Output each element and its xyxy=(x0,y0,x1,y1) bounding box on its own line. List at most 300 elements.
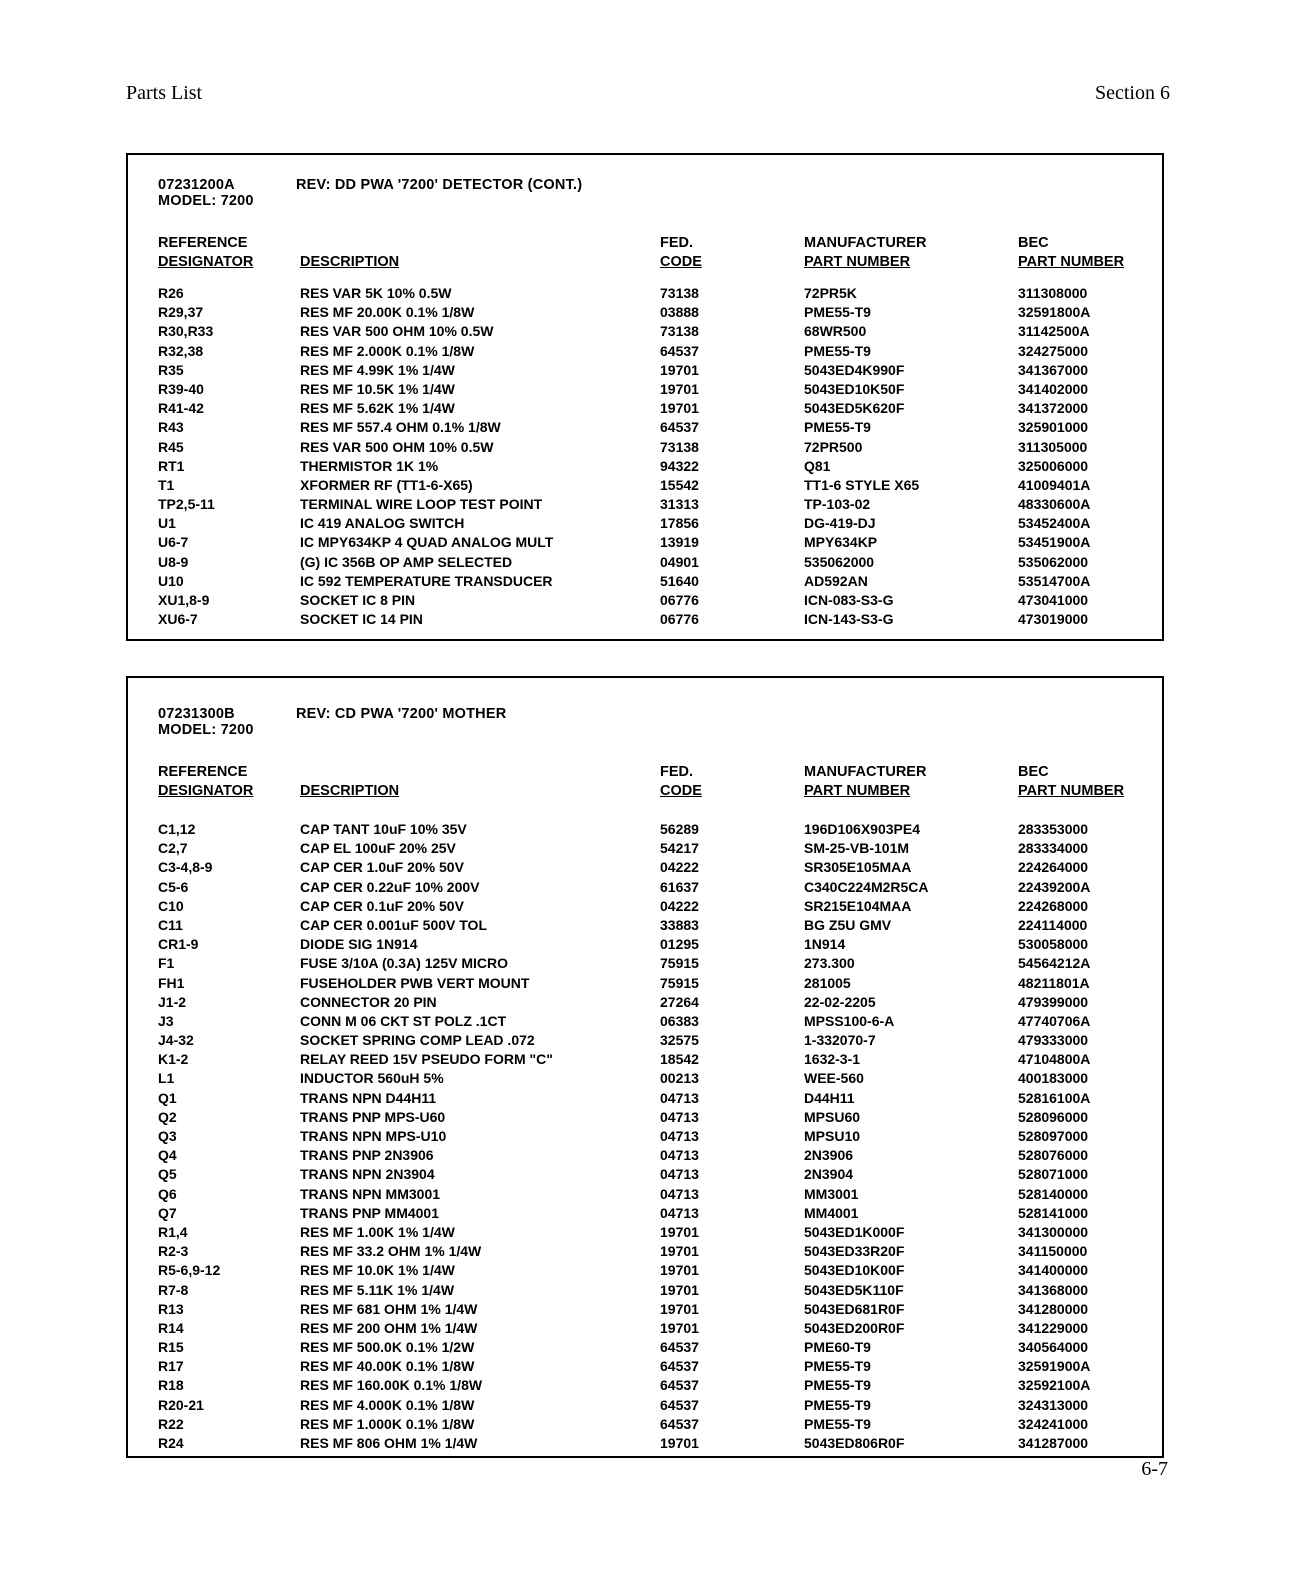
manufacturer-part-number: 273.300 xyxy=(804,955,855,972)
table-row xyxy=(158,304,1152,323)
table-row xyxy=(158,917,1152,936)
column-header-reference: REFERENCE DESIGNATOR xyxy=(158,764,254,799)
reference-designator: RT1 xyxy=(158,457,185,474)
manufacturer-part-number: SR215E104MAA xyxy=(804,897,912,914)
manufacturer-part-number: ICN-143-S3-G xyxy=(804,611,894,628)
fed-code: 04901 xyxy=(660,553,699,570)
table-row xyxy=(158,592,1152,611)
manufacturer-part-number: Q81 xyxy=(804,457,831,474)
manufacturer-part-number: MPSU10 xyxy=(804,1128,861,1144)
part-description: CAP CER 1.0uF 20% 50V xyxy=(300,859,464,876)
manufacturer-part-number: PME55-T9 xyxy=(804,1377,871,1394)
reference-designator: R24 xyxy=(158,1435,184,1451)
reference-designator: C2,7 xyxy=(158,840,188,857)
table-row xyxy=(158,1166,1152,1185)
bec-part-number: 283334000 xyxy=(1018,840,1089,857)
bec-part-number: 341287000 xyxy=(1018,1435,1089,1451)
fed-code: 06776 xyxy=(660,611,699,628)
table-row xyxy=(158,477,1152,496)
table-row xyxy=(158,439,1152,458)
table-row xyxy=(158,840,1152,859)
manufacturer-part-number: 5043ED10K50F xyxy=(804,380,905,397)
fed-code: 64537 xyxy=(660,1377,699,1394)
part-description: RES MF 681 OHM 1% 1/4W xyxy=(300,1300,478,1317)
fed-code: 04713 xyxy=(660,1147,699,1164)
bec-part-number: 32591900A xyxy=(1018,1358,1091,1375)
bec-part-number: 324275000 xyxy=(1018,342,1089,359)
reference-designator: Q7 xyxy=(158,1204,177,1221)
reference-designator: R14 xyxy=(158,1319,184,1336)
manufacturer-part-number: 2N3904 xyxy=(804,1166,854,1183)
bec-part-number: 48330600A xyxy=(1018,496,1091,513)
part-description: THERMISTOR 1K 1% xyxy=(300,457,439,474)
bec-part-number: 325006000 xyxy=(1018,457,1089,474)
fed-code: 19701 xyxy=(660,1243,699,1260)
parts-rows xyxy=(158,821,1152,1454)
part-description: CAP CER 0.001uF 500V TOL xyxy=(300,916,487,933)
bec-part-number: 53514700A xyxy=(1018,572,1091,589)
part-description: RES VAR 5K 10% 0.5W xyxy=(300,285,452,301)
manufacturer-part-number: 5043ED1K000F xyxy=(804,1223,905,1240)
part-description: TRANS NPN MPS-U10 xyxy=(300,1128,447,1144)
reference-designator: Q1 xyxy=(158,1089,177,1106)
manufacturer-part-number: MPSS100-6-A xyxy=(804,1012,895,1029)
table-row xyxy=(158,554,1152,573)
table-row xyxy=(158,1301,1152,1320)
bec-part-number: 52816100A xyxy=(1018,1089,1091,1106)
part-description: RES MF 5.11K 1% 1/4W xyxy=(300,1281,455,1298)
manufacturer-part-number: PME55-T9 xyxy=(804,419,871,436)
part-description: CAP TANT 10uF 10% 35V xyxy=(300,821,467,837)
table-row xyxy=(158,1282,1152,1301)
table-row xyxy=(158,343,1152,362)
manufacturer-part-number: 5043ED33R20F xyxy=(804,1243,905,1260)
table-row xyxy=(158,285,1152,304)
table-row xyxy=(158,1147,1152,1166)
part-description: RES MF 20.00K 0.1% 1/8W xyxy=(300,304,475,321)
reference-designator: K1-2 xyxy=(158,1051,189,1068)
bec-part-number: 530058000 xyxy=(1018,936,1089,953)
manufacturer-part-number: PME55-T9 xyxy=(804,342,871,359)
reference-designator: R32,38 xyxy=(158,342,204,359)
bec-part-number: 54564212A xyxy=(1018,955,1091,972)
part-description: INDUCTOR 560uH 5% xyxy=(300,1070,444,1087)
part-description: RES MF 200 OHM 1% 1/4W xyxy=(300,1319,478,1336)
manufacturer-part-number: TT1-6 STYLE X65 xyxy=(804,476,920,493)
fed-code: 64537 xyxy=(660,342,699,359)
page-header-title: Parts List xyxy=(126,82,203,104)
bec-part-number: 47104800A xyxy=(1018,1051,1091,1068)
bec-part-number: 528097000 xyxy=(1018,1128,1089,1144)
manufacturer-part-number: 5043ED5K620F xyxy=(804,400,905,417)
fed-code: 06776 xyxy=(660,592,699,608)
table-row xyxy=(158,1358,1152,1377)
manufacturer-part-number: 5043ED5K110F xyxy=(804,1281,904,1298)
bec-part-number: 479399000 xyxy=(1018,993,1089,1010)
reference-designator: FH1 xyxy=(158,974,185,991)
table-row xyxy=(158,323,1152,342)
reference-designator: R7-8 xyxy=(158,1281,189,1298)
fed-code: 06383 xyxy=(660,1012,699,1029)
column-header-bec: BEC PART NUMBER xyxy=(1018,764,1125,799)
fed-code: 19701 xyxy=(660,1435,699,1451)
reference-designator: Q5 xyxy=(158,1166,177,1183)
reference-designator: C5-6 xyxy=(158,878,189,895)
fed-code: 61637 xyxy=(660,878,699,895)
table-row xyxy=(158,496,1152,515)
fed-code: 18542 xyxy=(660,1051,699,1068)
revision-line: REV: DD PWA '7200' DETECTOR (CONT.) xyxy=(296,177,583,193)
column-header-description: DESCRIPTION xyxy=(300,254,400,270)
part-description: DIODE SIG 1N914 xyxy=(300,936,418,953)
column-header-manufacturer: MANUFACTURER PART NUMBER xyxy=(804,235,927,270)
table-row xyxy=(158,573,1152,592)
model-line: MODEL: 7200 xyxy=(158,722,254,738)
table-row xyxy=(158,1090,1152,1109)
part-description: TRANS NPN D44H11 xyxy=(300,1089,437,1106)
revision-line: REV: CD PWA '7200' MOTHER xyxy=(296,706,507,722)
part-description: XFORMER RF (TT1-6-X65) xyxy=(300,476,473,493)
part-description: CONNECTOR 20 PIN xyxy=(300,993,437,1010)
fed-code: 04222 xyxy=(660,859,699,876)
manufacturer-part-number: 22-02-2205 xyxy=(804,993,876,1010)
column-header-fed-code: FED. CODE xyxy=(660,764,702,799)
table-row xyxy=(158,1070,1152,1089)
table-row xyxy=(158,1262,1152,1281)
bec-part-number: 48211801A xyxy=(1018,974,1090,991)
reference-designator: R18 xyxy=(158,1377,184,1394)
manufacturer-part-number: 196D106X903PE4 xyxy=(804,821,920,837)
reference-designator: U10 xyxy=(158,572,184,589)
part-description: RES MF 557.4 OHM 0.1% 1/8W xyxy=(300,419,501,436)
fed-code: 01295 xyxy=(660,936,699,953)
bec-part-number: 22439200A xyxy=(1018,878,1091,895)
bec-part-number: 479333000 xyxy=(1018,1032,1089,1049)
manufacturer-part-number: 5043ED10K00F xyxy=(804,1262,905,1279)
table-row xyxy=(158,879,1152,898)
manufacturer-part-number: TP-103-02 xyxy=(804,496,871,513)
table-row xyxy=(158,1243,1152,1262)
bec-part-number: 473019000 xyxy=(1018,611,1089,628)
reference-designator: R17 xyxy=(158,1358,184,1375)
manufacturer-part-number: 1N914 xyxy=(804,936,846,953)
reference-designator: Q2 xyxy=(158,1108,177,1125)
manufacturer-part-number: PME55-T9 xyxy=(804,304,871,321)
reference-designator: C3-4,8-9 xyxy=(158,859,213,876)
fed-code: 04713 xyxy=(660,1089,699,1106)
bec-part-number: 341300000 xyxy=(1018,1223,1089,1240)
reference-designator: R20-21 xyxy=(158,1396,204,1413)
reference-designator: T1 xyxy=(158,476,175,493)
part-description: SOCKET IC 8 PIN xyxy=(300,592,416,608)
parts-rows xyxy=(158,285,1152,630)
reference-designator: R1,4 xyxy=(158,1223,188,1240)
part-description: RES MF 806 OHM 1% 1/4W xyxy=(300,1435,478,1451)
fed-code: 04713 xyxy=(660,1204,699,1221)
reference-designator: C1,12 xyxy=(158,821,196,837)
bec-part-number: 31142500A xyxy=(1018,323,1090,340)
bec-part-number: 528140000 xyxy=(1018,1185,1089,1202)
bec-part-number: 41009401A xyxy=(1018,476,1091,493)
part-description: RES MF 2.000K 0.1% 1/8W xyxy=(300,342,475,359)
part-description: FUSE 3/10A (0.3A) 125V MICRO xyxy=(300,955,508,972)
part-description: CAP CER 0.22uF 10% 200V xyxy=(300,878,480,895)
part-description: RES MF 4.000K 0.1% 1/8W xyxy=(300,1396,475,1413)
part-description: CAP CER 0.1uF 20% 50V xyxy=(300,897,464,914)
part-description: RES VAR 500 OHM 10% 0.5W xyxy=(300,323,494,340)
part-description: SOCKET IC 14 PIN xyxy=(300,611,423,628)
table-row xyxy=(158,1186,1152,1205)
table-row xyxy=(158,1205,1152,1224)
bec-part-number: 47740706A xyxy=(1018,1012,1091,1029)
reference-designator: U6-7 xyxy=(158,534,189,551)
manufacturer-part-number: 5043ED4K990F xyxy=(804,361,905,378)
table-row xyxy=(158,898,1152,917)
table-row xyxy=(158,534,1152,553)
manufacturer-part-number: 72PR500 xyxy=(804,438,863,455)
manufacturer-part-number: MPSU60 xyxy=(804,1108,861,1125)
part-description: CONN M 06 CKT ST POLZ .1CT xyxy=(300,1012,507,1029)
reference-designator: R43 xyxy=(158,419,184,436)
table-row xyxy=(158,859,1152,878)
part-description: RES MF 40.00K 0.1% 1/8W xyxy=(300,1358,475,1375)
fed-code: 19701 xyxy=(660,1300,699,1317)
table-row xyxy=(158,611,1152,630)
part-description: RES MF 10.5K 1% 1/4W xyxy=(300,380,455,397)
reference-designator: R41-42 xyxy=(158,400,204,417)
fed-code: 15542 xyxy=(660,476,699,493)
fed-code: 19701 xyxy=(660,380,699,397)
table-row xyxy=(158,975,1152,994)
bec-part-number: 32592100A xyxy=(1018,1377,1091,1394)
table-row xyxy=(158,1051,1152,1070)
table-row xyxy=(158,515,1152,534)
fed-code: 75915 xyxy=(660,974,699,991)
column-header-manufacturer: MANUFACTURER PART NUMBER xyxy=(804,764,927,799)
bec-part-number: 324241000 xyxy=(1018,1415,1089,1432)
table-row xyxy=(158,1128,1152,1147)
part-description: RES MF 1.000K 0.1% 1/8W xyxy=(300,1415,475,1432)
table-row xyxy=(158,1339,1152,1358)
table-row xyxy=(158,1435,1152,1454)
reference-designator: Q4 xyxy=(158,1147,177,1164)
part-description: RES MF 4.99K 1% 1/4W xyxy=(300,361,455,378)
fed-code: 04713 xyxy=(660,1185,699,1202)
fed-code: 64537 xyxy=(660,1358,699,1375)
bec-part-number: 341372000 xyxy=(1018,400,1089,417)
page-header-section: Section 6 xyxy=(1095,82,1170,104)
manufacturer-part-number: PME55-T9 xyxy=(804,1396,871,1413)
part-description: IC 419 ANALOG SWITCH xyxy=(300,515,465,532)
column-header-fed-code: FED. CODE xyxy=(660,235,702,270)
table-row xyxy=(158,994,1152,1013)
fed-code: 64537 xyxy=(660,1396,699,1413)
bec-part-number: 341402000 xyxy=(1018,380,1089,397)
part-description: TRANS PNP MM4001 xyxy=(300,1204,440,1221)
part-description: FUSEHOLDER PWB VERT MOUNT xyxy=(300,974,530,991)
reference-designator: F1 xyxy=(158,955,175,972)
manufacturer-part-number: PME55-T9 xyxy=(804,1358,871,1375)
manufacturer-part-number: C340C224M2R5CA xyxy=(804,878,929,895)
reference-designator: Q6 xyxy=(158,1185,177,1202)
parts-table-mother xyxy=(126,676,1164,1458)
manufacturer-part-number: 5043ED681R0F xyxy=(804,1300,905,1317)
fed-code: 27264 xyxy=(660,993,699,1010)
manufacturer-part-number: PME60-T9 xyxy=(804,1339,871,1356)
assembly-number: 07231300B xyxy=(158,706,235,722)
table-row xyxy=(158,362,1152,381)
table-row xyxy=(158,1377,1152,1396)
assembly-info xyxy=(158,706,506,738)
part-description: RES MF 500.0K 0.1% 1/2W xyxy=(300,1339,475,1356)
table-row xyxy=(158,419,1152,438)
part-description: RES MF 33.2 OHM 1% 1/4W xyxy=(300,1243,482,1260)
reference-designator: R29,37 xyxy=(158,304,204,321)
fed-code: 64537 xyxy=(660,419,699,436)
bec-part-number: 53452400A xyxy=(1018,515,1091,532)
manufacturer-part-number: AD592AN xyxy=(804,572,868,589)
part-description: IC MPY634KP 4 QUAD ANALOG MULT xyxy=(300,534,554,551)
manufacturer-part-number: SM-25-VB-101M xyxy=(804,840,910,857)
table-row xyxy=(158,1416,1152,1435)
bec-part-number: 311305000 xyxy=(1018,438,1088,455)
fed-code: 17856 xyxy=(660,515,699,532)
fed-code: 00213 xyxy=(660,1070,699,1087)
manufacturer-part-number: ICN-083-S3-G xyxy=(804,592,894,608)
table-row xyxy=(158,1224,1152,1243)
fed-code: 64537 xyxy=(660,1339,699,1356)
table-row xyxy=(158,1320,1152,1339)
manufacturer-part-number: BG Z5U GMV xyxy=(804,916,892,933)
table-row xyxy=(158,821,1152,840)
assembly-number: 07231200A xyxy=(158,177,235,193)
reference-designator: Q3 xyxy=(158,1128,177,1144)
manufacturer-part-number: PME55-T9 xyxy=(804,1415,871,1432)
bec-part-number: 341280000 xyxy=(1018,1300,1089,1317)
reference-designator: C10 xyxy=(158,897,184,914)
part-description: CAP EL 100uF 20% 25V xyxy=(300,840,456,857)
part-description: (G) IC 356B OP AMP SELECTED xyxy=(300,553,513,570)
bec-part-number: 341400000 xyxy=(1018,1262,1089,1279)
bec-part-number: 341368000 xyxy=(1018,1281,1089,1298)
column-header-reference: REFERENCE DESIGNATOR xyxy=(158,235,254,270)
fed-code: 75915 xyxy=(660,955,699,972)
manufacturer-part-number: WEE-560 xyxy=(804,1070,864,1087)
manufacturer-part-number: 535062000 xyxy=(804,553,875,570)
manufacturer-part-number: 281005 xyxy=(804,974,851,991)
manufacturer-part-number: MM3001 xyxy=(804,1185,859,1202)
reference-designator: U8-9 xyxy=(158,553,189,570)
part-description: RES VAR 500 OHM 10% 0.5W xyxy=(300,438,494,455)
part-description: TERMINAL WIRE LOOP TEST POINT xyxy=(300,496,543,513)
reference-designator: U1 xyxy=(158,515,176,532)
bec-part-number: 341367000 xyxy=(1018,361,1089,378)
reference-designator: R45 xyxy=(158,438,184,455)
manufacturer-part-number: 1-332070-7 xyxy=(804,1032,876,1049)
fed-code: 19701 xyxy=(660,400,699,417)
bec-part-number: 528096000 xyxy=(1018,1108,1089,1125)
fed-code: 13919 xyxy=(660,534,699,551)
fed-code: 19701 xyxy=(660,1262,699,1279)
bec-part-number: 528071000 xyxy=(1018,1166,1089,1183)
reference-designator: TP2,5-11 xyxy=(158,496,215,513)
reference-designator: J3 xyxy=(158,1012,174,1029)
table-row xyxy=(158,1109,1152,1128)
manufacturer-part-number: 72PR5K xyxy=(804,285,857,301)
manufacturer-part-number: MPY634KP xyxy=(804,534,878,551)
bec-part-number: 224264000 xyxy=(1018,859,1089,876)
table-row xyxy=(158,458,1152,477)
table-row xyxy=(158,1397,1152,1416)
bec-part-number: 535062000 xyxy=(1018,553,1089,570)
manufacturer-part-number: 5043ED200R0F xyxy=(804,1319,905,1336)
reference-designator: R22 xyxy=(158,1415,184,1432)
bec-part-number: 528076000 xyxy=(1018,1147,1089,1164)
bec-part-number: 324313000 xyxy=(1018,1396,1089,1413)
bec-part-number: 325901000 xyxy=(1018,419,1089,436)
fed-code: 19701 xyxy=(660,1223,699,1240)
fed-code: 73138 xyxy=(660,285,699,301)
fed-code: 73138 xyxy=(660,438,699,455)
fed-code: 64537 xyxy=(660,1415,699,1432)
reference-designator: R5-6,9-12 xyxy=(158,1262,221,1279)
bec-part-number: 528141000 xyxy=(1018,1204,1089,1221)
manufacturer-part-number: D44H11 xyxy=(804,1089,855,1106)
table-row xyxy=(158,400,1152,419)
manufacturer-part-number: DG-419-DJ xyxy=(804,515,876,532)
table-row xyxy=(158,381,1152,400)
fed-code: 94322 xyxy=(660,457,699,474)
bec-part-number: 341229000 xyxy=(1018,1319,1089,1336)
fed-code: 03888 xyxy=(660,304,699,321)
reference-designator: R30,R33 xyxy=(158,323,214,340)
reference-designator: XU6-7 xyxy=(158,611,198,628)
bec-part-number: 341150000 xyxy=(1018,1243,1088,1260)
assembly-info xyxy=(158,177,582,209)
table-row xyxy=(158,1013,1152,1032)
table-row xyxy=(158,1032,1152,1051)
fed-code: 31313 xyxy=(660,496,699,513)
fed-code: 33883 xyxy=(660,916,699,933)
fed-code: 04222 xyxy=(660,897,699,914)
part-description: RES MF 10.0K 1% 1/4W xyxy=(300,1262,455,1279)
part-description: TRANS PNP MPS-U60 xyxy=(300,1108,446,1125)
manufacturer-part-number: SR305E105MAA xyxy=(804,859,912,876)
table-row xyxy=(158,936,1152,955)
bec-part-number: 340564000 xyxy=(1018,1339,1089,1356)
bec-part-number: 473041000 xyxy=(1018,592,1089,608)
reference-designator: J4-32 xyxy=(158,1032,194,1049)
fed-code: 32575 xyxy=(660,1032,699,1049)
manufacturer-part-number: 1632-3-1 xyxy=(804,1051,861,1068)
fed-code: 04713 xyxy=(660,1166,699,1183)
fed-code: 54217 xyxy=(660,840,699,857)
part-description: RELAY REED 15V PSEUDO FORM "C" xyxy=(300,1051,553,1068)
reference-designator: R26 xyxy=(158,285,184,301)
column-header-bec: BEC PART NUMBER xyxy=(1018,235,1125,270)
part-description: RES MF 160.00K 0.1% 1/8W xyxy=(300,1377,483,1394)
manufacturer-part-number: 68WR500 xyxy=(804,323,867,340)
reference-designator: J1-2 xyxy=(158,993,187,1010)
part-description: TRANS NPN 2N3904 xyxy=(300,1166,435,1183)
reference-designator: R35 xyxy=(158,361,184,378)
fed-code: 19701 xyxy=(660,1319,699,1336)
part-description: TRANS NPN MM3001 xyxy=(300,1185,441,1202)
table-row xyxy=(158,955,1152,974)
part-description: IC 592 TEMPERATURE TRANSDUCER xyxy=(300,572,553,589)
bec-part-number: 224114000 xyxy=(1018,916,1088,933)
fed-code: 56289 xyxy=(660,821,699,837)
